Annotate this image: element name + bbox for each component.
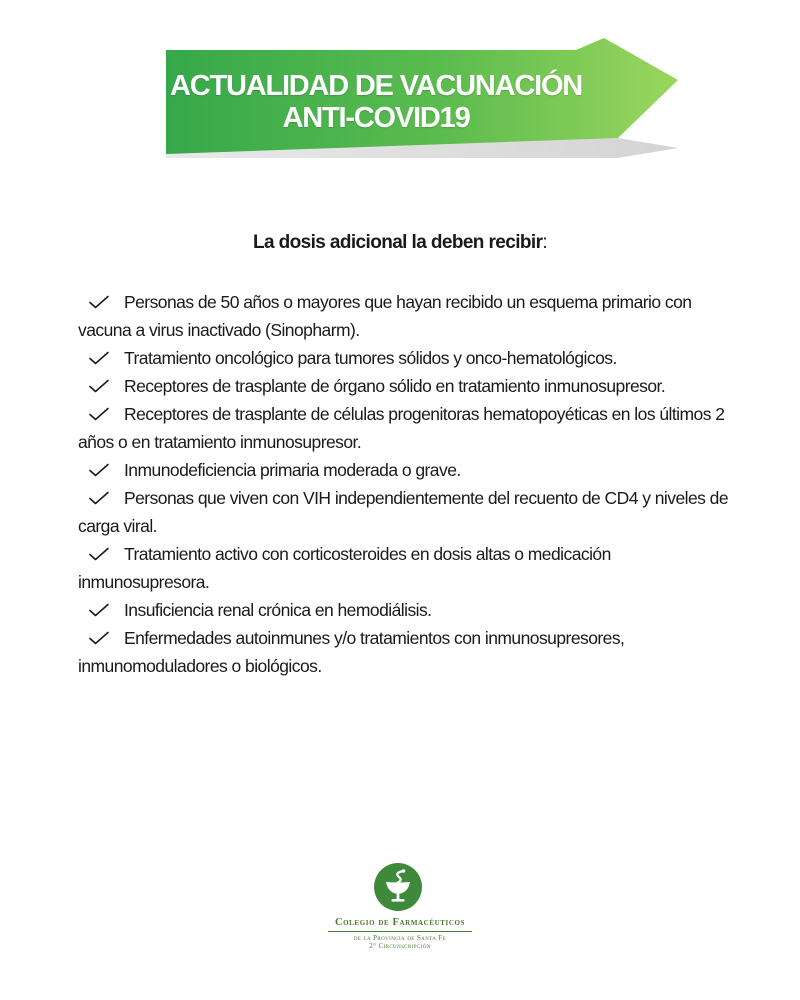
check-icon	[88, 407, 110, 421]
check-icon	[88, 603, 110, 617]
check-icon	[88, 631, 110, 645]
list-item	[78, 484, 738, 540]
intro-suffix: :	[542, 232, 548, 253]
list-item	[78, 372, 738, 400]
list-item-text: Personas que viven con VIH independientemente del recuento de CD4 y niveles de carga viral.	[78, 488, 729, 536]
check-icon	[88, 463, 110, 477]
list-item	[78, 540, 738, 596]
list-item-text: Inmunodeficiencia primaria moderada o grave.	[124, 460, 461, 480]
list-item	[78, 400, 738, 456]
list-item-text: Insuficiencia renal crónica en hemodiálisis.	[124, 600, 432, 620]
intro-strong: La dosis adicional la deben recibir	[252, 232, 543, 253]
logo-divider	[328, 931, 472, 932]
banner-title-line-2: ANTI-COVID19	[282, 102, 470, 134]
logo-subtitle-line-2: 2° Circunscripción	[369, 942, 431, 950]
list-item	[78, 344, 738, 372]
college-logo	[300, 862, 500, 962]
list-item	[78, 624, 738, 680]
list-item	[78, 596, 738, 624]
list-item-text: Receptores de trasplante de células progenitoras hematopoyéticas en los últimos 2 años o en tratamiento inmunosupresor.	[78, 404, 725, 452]
check-icon	[88, 547, 110, 561]
logo-subtitle-line-1: de la Provincia de Santa Fe	[353, 934, 447, 942]
list-item	[78, 288, 738, 344]
check-icon	[88, 351, 110, 365]
list-item-text: Tratamiento activo con corticosteroides en dosis altas o medicación inmunosupresora.	[78, 544, 611, 592]
banner-title-line-1: ACTUALIDAD DE VACUNACIÓN	[169, 70, 583, 102]
intro-text	[0, 229, 800, 257]
check-icon	[88, 491, 110, 505]
list-item-text: Personas de 50 años o mayores que hayan recibido un esquema primario con vacuna a virus inactivado (Sinopharm).	[78, 292, 692, 340]
list-item-text: Tratamiento oncológico para tumores sólidos y onco-hematológicos.	[124, 348, 617, 368]
banner-title	[166, 70, 586, 134]
check-icon	[88, 295, 110, 309]
header-banner	[166, 36, 686, 160]
list-item-text: Receptores de trasplante de órgano sólido en tratamiento inmunosupresor.	[124, 376, 666, 396]
logo-name: Colegio de Farmacéuticos	[334, 917, 466, 928]
bowl-of-hygieia-icon	[373, 862, 423, 912]
logo-subtitle	[300, 934, 500, 950]
check-icon	[88, 379, 110, 393]
eligibility-list	[78, 288, 738, 680]
list-item-text: Enfermedades autoinmunes y/o tratamientos con inmunosupresores, inmunomoduladores o biológicos.	[78, 628, 625, 676]
list-item	[78, 456, 738, 484]
